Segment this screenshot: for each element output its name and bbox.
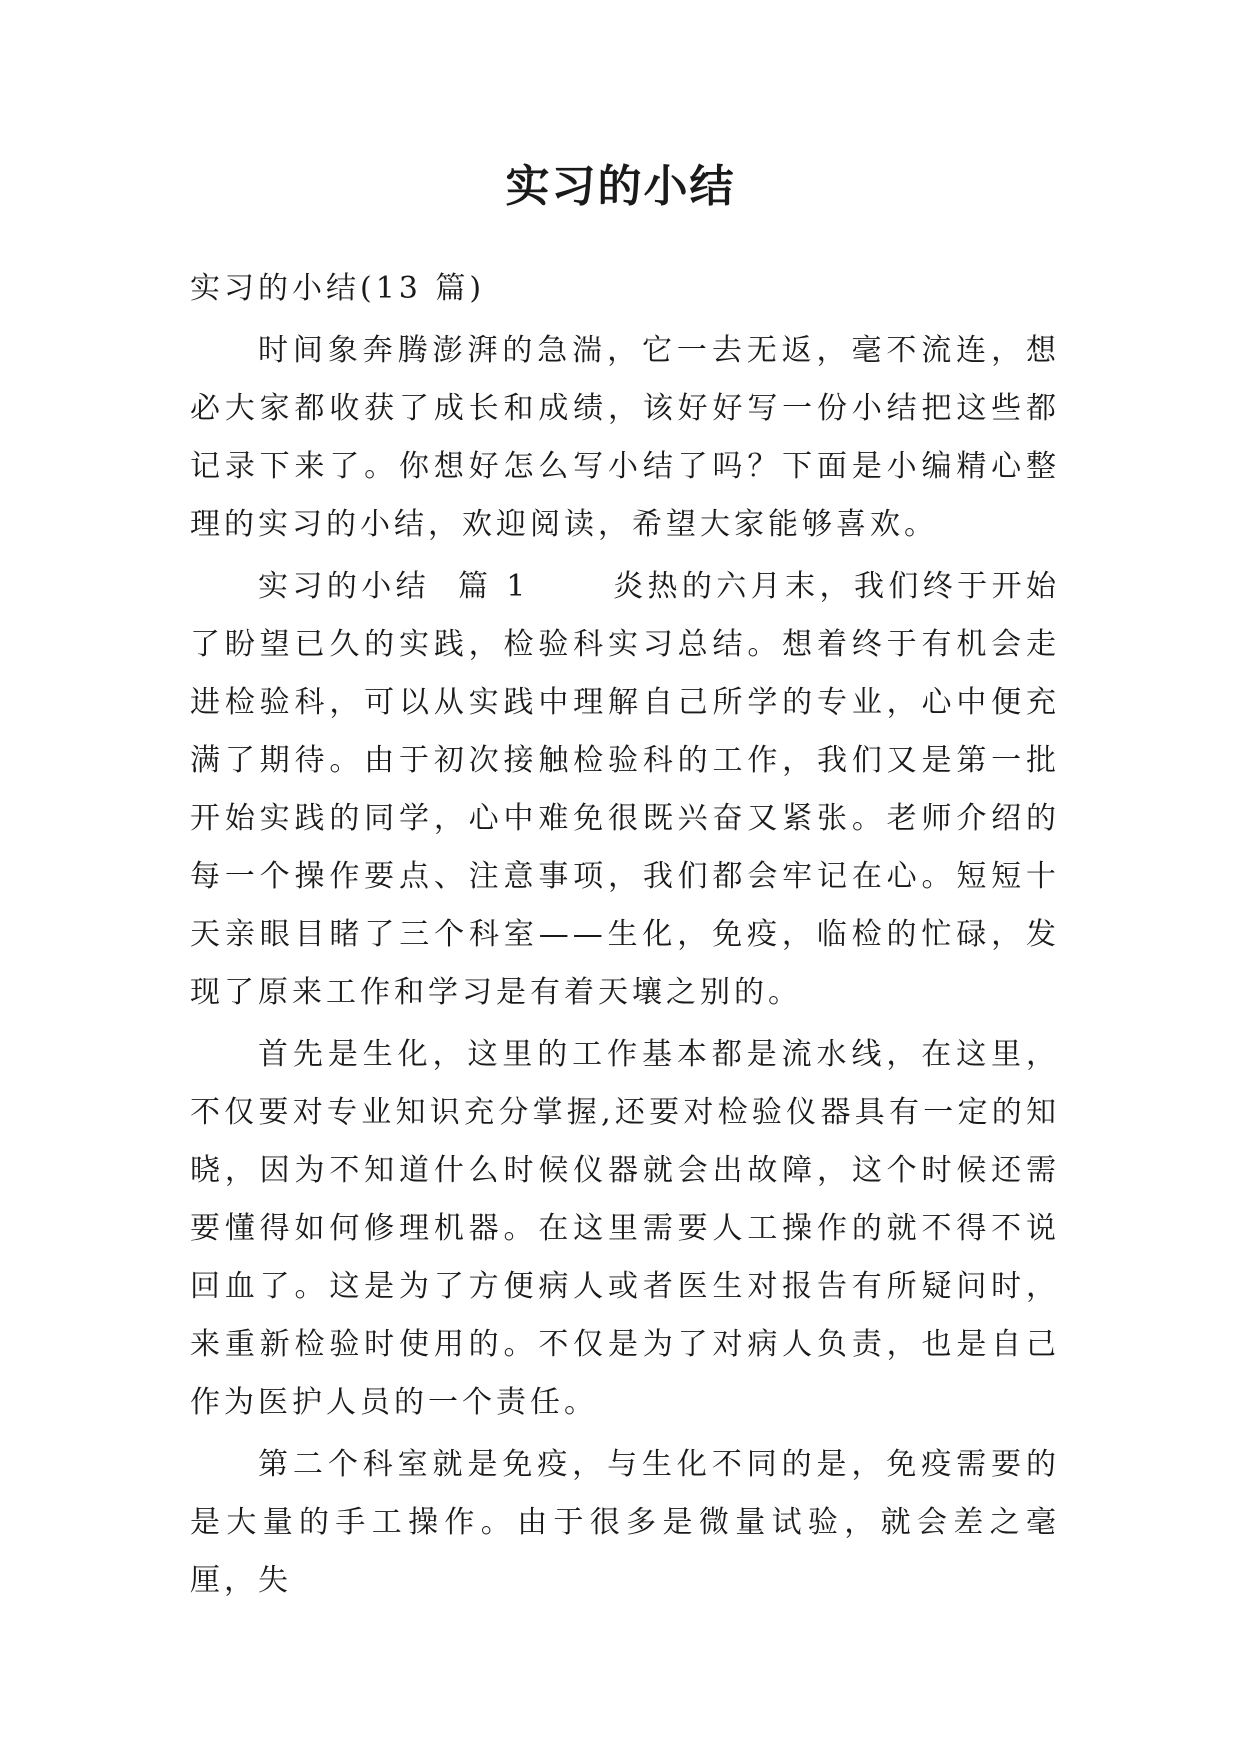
- paragraph-biochemistry: 首先是生化，这里的工作基本都是流水线，在这里，不仅要对专业知识充分掌握,还要对检验仪器具有一定的知晓，因为不知道什么时候仪器就会出故障，这个时候还需要懂得如何修理机器。在这里需要人工操作的就不得不说回血了。这是为了方便病人或者医生对报告有所疑问时，来重新检验时使用的。不仅是为了对病人负责，也是自己作为医护人员的一个责任。: [190, 1037, 1060, 1420]
- document-title: 实习的小结: [505, 161, 736, 212]
- document-subtitle: 实习的小结(13 篇): [190, 271, 486, 306]
- document-body: [190, 260, 1060, 1610]
- paragraph-part-1: 实习的小结 篇 1 炎热的六月末，我们终于开始了盼望已久的实践，检验科实习总结。想着终于有机会走进检验科，可以从实践中理解自己所学的专业，心中便充满了期待。由于初次接触检验科的工作，我们又是第一批开始实践的同学，心中难免很既兴奋又紧张。老师介绍的每一个操作要点、注意事项，我们都会牢记在心。短短十天亲眼目睹了三个科室——生化，免疫，临检的忙碌，发现了原来工作和学习是有着天壤之别的。: [190, 569, 1060, 1010]
- paragraph-immunology: 第二个科室就是免疫，与生化不同的是，免疫需要的是大量的手工操作。由于很多是微量试验，就会差之毫厘，失: [190, 1447, 1060, 1598]
- paragraph-intro: 时间象奔腾澎湃的急湍，它一去无返，毫不流连，想必大家都收获了成长和成绩，该好好写一份小结把这些都记录下来了。你想好怎么写小结了吗？下面是小编精心整理的实习的小结，欢迎阅读，希望大家能够喜欢。: [190, 333, 1060, 542]
